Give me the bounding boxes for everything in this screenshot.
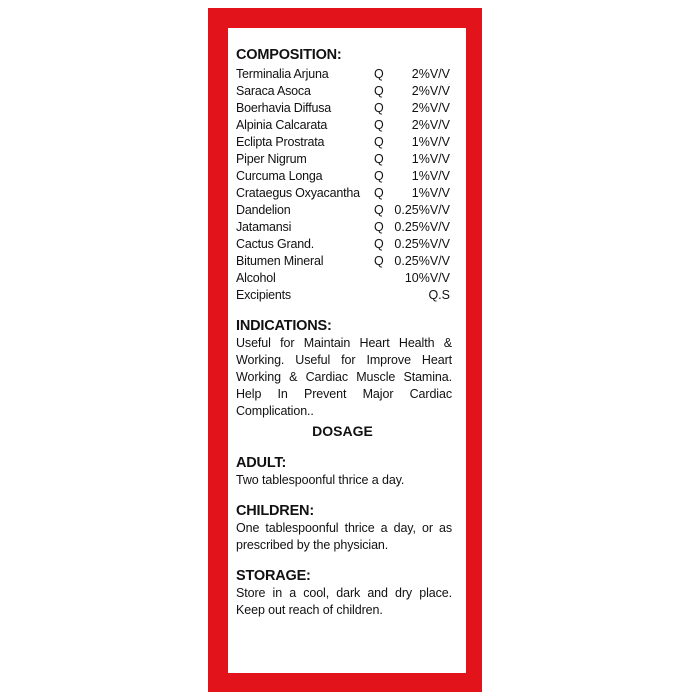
ingredient-name: Jatamansi bbox=[236, 220, 292, 234]
composition-row bbox=[236, 270, 452, 287]
ingredient-amount: 2%V/V bbox=[411, 84, 450, 98]
ingredient-potency bbox=[374, 270, 392, 287]
children-heading: CHILDREN: bbox=[236, 503, 314, 519]
ingredient-potency: Q bbox=[374, 203, 384, 217]
composition-row bbox=[236, 83, 452, 100]
ingredient-potency: Q bbox=[374, 101, 384, 115]
composition-table bbox=[236, 66, 452, 304]
label-panel bbox=[228, 28, 466, 673]
adult-dosage-text: Two tablespoonful thrice a day. bbox=[236, 473, 405, 487]
ingredient-amount: Q.S bbox=[428, 288, 450, 302]
ingredient-name: Alcohol bbox=[236, 271, 276, 285]
storage-line: Keep out reach of children. bbox=[236, 603, 383, 617]
indications-heading: INDICATIONS: bbox=[236, 318, 332, 334]
ingredient-potency: Q bbox=[374, 67, 384, 81]
composition-row bbox=[236, 236, 452, 253]
ingredient-name: Curcuma Longa bbox=[236, 169, 323, 183]
ingredient-name: Terminalia Arjuna bbox=[236, 67, 329, 81]
composition-heading: COMPOSITION: bbox=[236, 47, 342, 63]
indications-line: Working. Useful for Improve Heart bbox=[236, 353, 452, 367]
ingredient-amount: 1%V/V bbox=[411, 186, 450, 200]
composition-row bbox=[236, 66, 452, 83]
ingredient-name: Cactus Grand. bbox=[236, 237, 314, 251]
adult-heading: ADULT: bbox=[236, 455, 287, 471]
ingredient-name: Excipients bbox=[236, 288, 291, 302]
ingredient-amount: 10%V/V bbox=[404, 271, 450, 285]
ingredient-amount: 2%V/V bbox=[411, 101, 450, 115]
ingredient-amount: 1%V/V bbox=[411, 169, 450, 183]
composition-row bbox=[236, 202, 452, 219]
ingredient-potency: Q bbox=[374, 152, 384, 166]
indications-line: Working & Cardiac Muscle Stamina. bbox=[236, 370, 452, 384]
ingredient-potency: Q bbox=[374, 220, 384, 234]
ingredient-amount: 0.25%V/V bbox=[394, 254, 450, 268]
indications-line: Help In Prevent Major Cardiac bbox=[236, 387, 452, 401]
ingredient-amount: 1%V/V bbox=[411, 152, 450, 166]
ingredient-name: Dandelion bbox=[236, 203, 291, 217]
ingredient-potency: Q bbox=[374, 118, 384, 132]
label-red-frame bbox=[208, 8, 482, 692]
ingredient-potency: Q bbox=[374, 135, 384, 149]
ingredient-name: Alpinia Calcarata bbox=[236, 118, 328, 132]
ingredient-name: Boerhavia Diffusa bbox=[236, 101, 332, 115]
indications-text bbox=[236, 335, 452, 420]
ingredient-potency: Q bbox=[374, 254, 384, 268]
ingredient-potency: Q bbox=[374, 84, 384, 98]
composition-row bbox=[236, 117, 452, 134]
composition-row bbox=[236, 134, 452, 151]
label-content bbox=[236, 46, 452, 619]
composition-row bbox=[236, 168, 452, 185]
ingredient-potency bbox=[374, 287, 392, 304]
ingredient-potency: Q bbox=[374, 169, 384, 183]
composition-row bbox=[236, 151, 452, 168]
ingredient-potency: Q bbox=[374, 237, 384, 251]
composition-row bbox=[236, 219, 452, 236]
ingredient-name: Crataegus Oxyacantha bbox=[236, 186, 360, 200]
ingredient-amount: 2%V/V bbox=[411, 67, 450, 81]
storage-line: Store in a cool, dark and dry place. bbox=[236, 586, 452, 600]
composition-row bbox=[236, 100, 452, 117]
children-dosage-line: One tablespoonful thrice a day, or as bbox=[236, 521, 452, 535]
indications-line: Complication.. bbox=[236, 404, 314, 418]
dosage-heading: DOSAGE bbox=[312, 423, 373, 439]
composition-row bbox=[236, 287, 452, 304]
ingredient-name: Piper Nigrum bbox=[236, 152, 307, 166]
ingredient-name: Bitumen Mineral bbox=[236, 254, 324, 268]
storage-heading: STORAGE: bbox=[236, 568, 311, 584]
ingredient-amount: 0.25%V/V bbox=[394, 220, 450, 234]
children-dosage-line: prescribed by the physician. bbox=[236, 538, 389, 552]
ingredient-amount: 0.25%V/V bbox=[394, 237, 450, 251]
ingredient-name: Saraca Asoca bbox=[236, 84, 311, 98]
ingredient-amount: 1%V/V bbox=[411, 135, 450, 149]
composition-row bbox=[236, 253, 452, 270]
ingredient-amount: 2%V/V bbox=[411, 118, 450, 132]
ingredient-amount: 0.25%V/V bbox=[394, 203, 450, 217]
indications-line: Useful for Maintain Heart Health & bbox=[236, 336, 452, 350]
ingredient-potency: Q bbox=[374, 186, 384, 200]
composition-row bbox=[236, 185, 452, 202]
ingredient-name: Eclipta Prostrata bbox=[236, 135, 325, 149]
